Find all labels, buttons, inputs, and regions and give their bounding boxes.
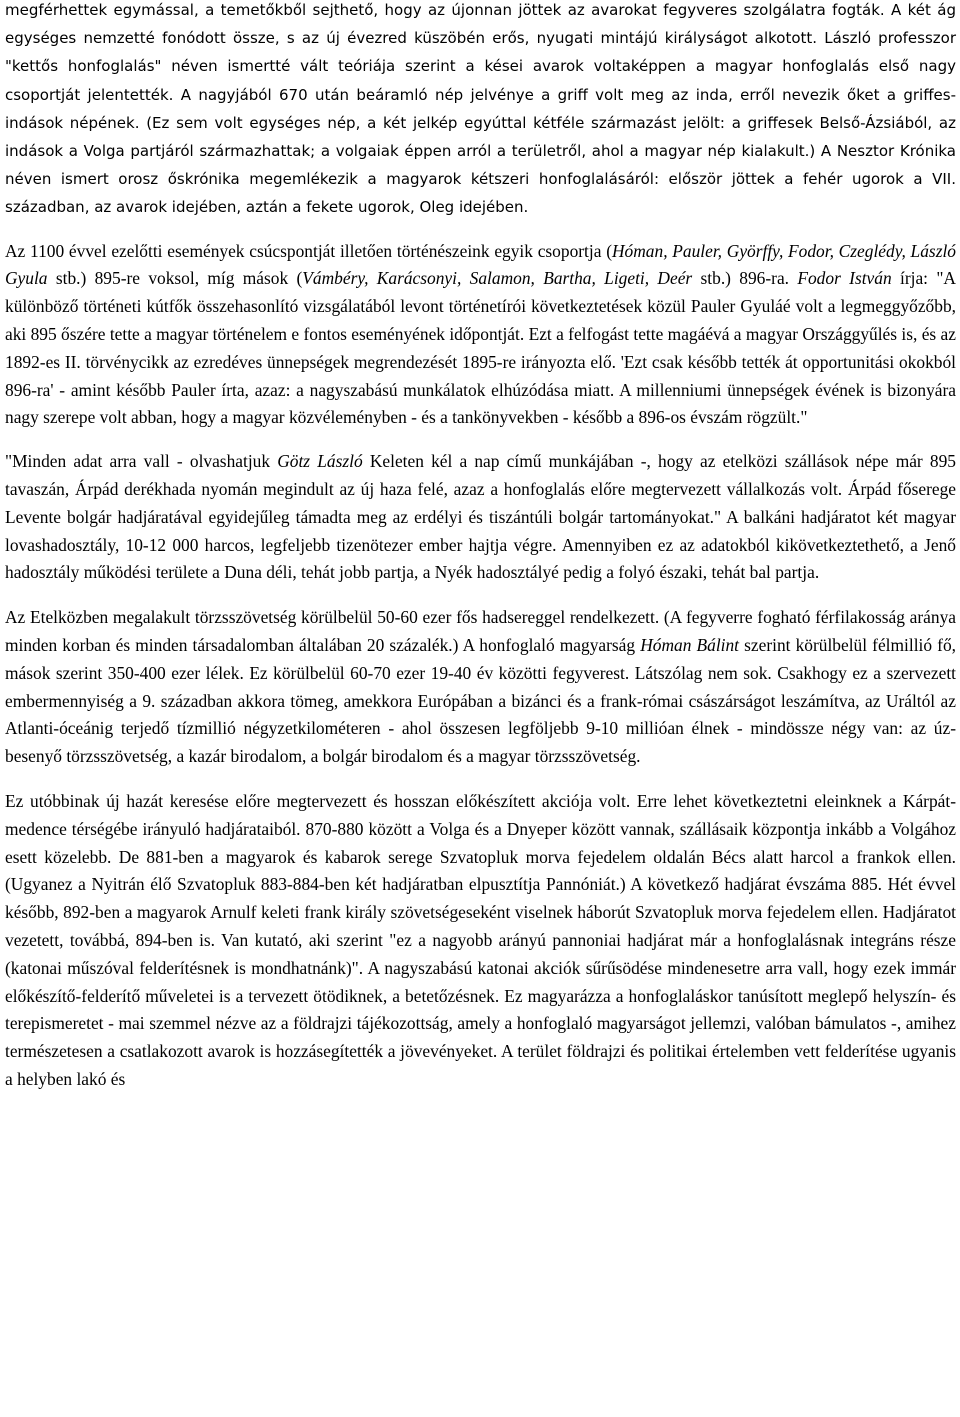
paragraph-2 bbox=[5, 238, 956, 433]
paragraph-5 bbox=[5, 788, 956, 1094]
paragraph-4 bbox=[5, 604, 956, 771]
paragraph-4-segment: szerint körülbelül félmillió fő, mások szerint 350-400 ezer lélek. Ez körülbelül 60-70 ezer 19-40 év közötti fegyverest. Látszólag nem sok. Csakhogy ez a szervezett embermennyiség a 9. században akkora tömeg, amekkora Európában a bizánci és a frank-római császárságot leszámítva, az Uráltól az Atlanti-óceánig terjedő tízmillió négyzetkilométeren - ahol összesen legföljebb 9-10 millióan élnek - mindössze négy van: az úz-besenyő törzsszövetség, a kazár birodalom, a bolgár birodalom és a magyar törzsszövetség. bbox=[5, 634, 957, 767]
paragraph-5-text: Ez utóbbinak új hazát keresése előre megtervezett és hosszan előkészített akciója volt. Erre lehet következtetni eleinknek a Kárpát-medence térségébe irányuló hadjárataiból. 870-880 között a Volga és a Dnyeper között vannak, szállásaik központja inkább a Volgához esett közelebb. De 881-ben a magyarok és kabarok serege Szvatopluk morva fejedelem oldalán Bécs alatt harcol a frankok ellen. (Ugyanez a Nyitrán élő Szvatopluk 883-884-ben két hadjáratban elpusztítja Pannóniát.) A következő hadjárat évszáma 885. Hét évvel később, 892-ben a magyarok Arnulf keleti frank király szövetségeseként viselnek háborút Szvatopluk morva fejedelem ellen. Hadjáratot vezetett, továbbá, 894-ben is. Van kutató, aki szerint "ez a nagyobb arányú pannoniai hadjárat már a honfoglalásnak integráns része (katonai műszóval felderítésnek is mondhatnánk)". A nagyszabású katonai akciók sűrűsödése mindenesetre arra vall, hogy ezek immár előkészítő-felderítő műveletei is a tervezett ötödiknek, a betetőzésnek. Ez magyarázza a honfoglaláskor tanúsított meglepő helyszín- és terepismeretet - mai szemmel nézve az a földrajzi tájékozottság, amely a honfoglaló magyarságot jellemzi, valóban bámulatos -, amihez természetesen a csatlakozott avarok is hozzásegítették a jövevényeket. A terület földrajzi és politikai értelemben vett felderítése ugyanis a helyben lakó és bbox=[5, 790, 956, 1089]
paragraph-2-segment: stb.) 896-ra. bbox=[692, 268, 798, 289]
paragraph-1 bbox=[5, 0, 956, 222]
paragraph-2-segment: stb.) 895-re voksol, míg mások ( bbox=[47, 268, 303, 289]
paragraph-2-author-name: Fodor István bbox=[797, 268, 892, 289]
paragraph-3 bbox=[5, 448, 956, 587]
paragraph-4-segment: Az Etelközben megalakult törzsszövetség körülbelül 50-60 ezer fős hadsereggel rendelkezett. (A fegyverre fogható férfilakosság aránya minden korban és minden társadalomban általában 20 százalék.) A honfoglaló magyarság bbox=[5, 607, 956, 655]
paragraph-2-historians-list-2: Vámbéry, Karácsonyi, Salamon, Bartha, Ligeti, Deér bbox=[302, 268, 693, 289]
paragraph-1-continuation: (Ez sem volt egységes nép, a két jelkép egyúttal kétféle származást jelölt: a griffesek Belső-Ázsiából, az indások a Volga partjáról származhattak; a volgaiak éppen arról a területről, ahol a magyar nép kialakult.) A Nesztor Krónika néven ismert orosz őskrónika megemlékezik a magyarok kétszeri honfoglalásáról: először jöttek a fehér ugorok a VII. században, az avarok idejében, aztán a fekete ugorok, Oleg idejében. bbox=[5, 113, 956, 217]
paragraph-4-author-name: Hóman Bálint bbox=[640, 634, 740, 655]
paragraph-2-segment: írja: "A különböző történeti kútfők összehasonlító vizsgálatából levont történetírói következtetések közül Pauler Gyuláé volt a legmeggyőzőbb, aki 895 őszére tette a magyar történelem e fontos eseményének időpontját. Ezt a felfogást tette magáévá a magyar Országgyűlés is, és az 1892-es II. törvénycikk az ezredéves ünnepségek megrendezését 1895-re irányozta elő. 'Ezt csak később tették át opportunitási okokból 896-ra' - amint később Pauler írta, azaz: a nagyszabású munkálatok elhúzódása miatt. A millenniumi ünnepségek évének is bizonyára nagy szerepe volt abban, hogy a magyar közvéleményben - és a tankönyvekben - később a 896-os évszám rögzült." bbox=[5, 268, 956, 428]
paragraph-3-author-name: Götz László bbox=[277, 451, 363, 472]
paragraph-3-segment: Keleten kél a nap című munkájában -, hogy az etelközi szállások népe már 895 tavaszán, Árpád derékhada nyomán megindult az új haza felé, azaz a honfoglalás előre megtervezett vállalkozás volt. Árpád főserege Levente bolgár hadjáratával egyidejűleg támadta meg az erdélyi és tiszántúli bolgár tartományokat." A balkáni hadjáratot két magyar lovashadosztály, 10-12 000 harcos, legfeljebb tizenötezer ember hajtja végre. Amennyiben ez az adatokból kikövetkeztethető, a Jenő hadosztály működési területe a Duna déli, tehát jobb partja, a Nyék hadosztályé pedig a folyó északi, tehát bal partja. bbox=[5, 451, 956, 583]
paragraph-2-segment: Az 1100 évvel ezelőtti események csúcspontját illetően történészeink egyik csoportja ( bbox=[5, 240, 612, 261]
paragraph-2-historians-list-1: Hóman, Pauler, Györffy, Fodor, Czeglédy, László Gyula bbox=[5, 240, 956, 289]
paragraph-1-text: megférhettek egymással, a temetőkből sejthető, hogy az újonnan jöttek az avarokat fegyveres szolgálatra fogták. A két ág egységes nemzetté fonódott össze, s az új évezred küszöbén erős, nyugati mintájú királyságot alkotott. László professzor "kettős honfoglalás" néven ismertté vált teóriája szerint a kései avarok voltaképpen a magyar honfoglalás első nagy csoportját jelentették. A nagyjából 670 után beáramló nép jelvénye a griff volt meg az inda, erről nevezik őket a griffes-indások népének. bbox=[5, 1, 956, 132]
paragraph-3-segment: "Minden adat arra vall - olvashatjuk bbox=[5, 451, 278, 472]
